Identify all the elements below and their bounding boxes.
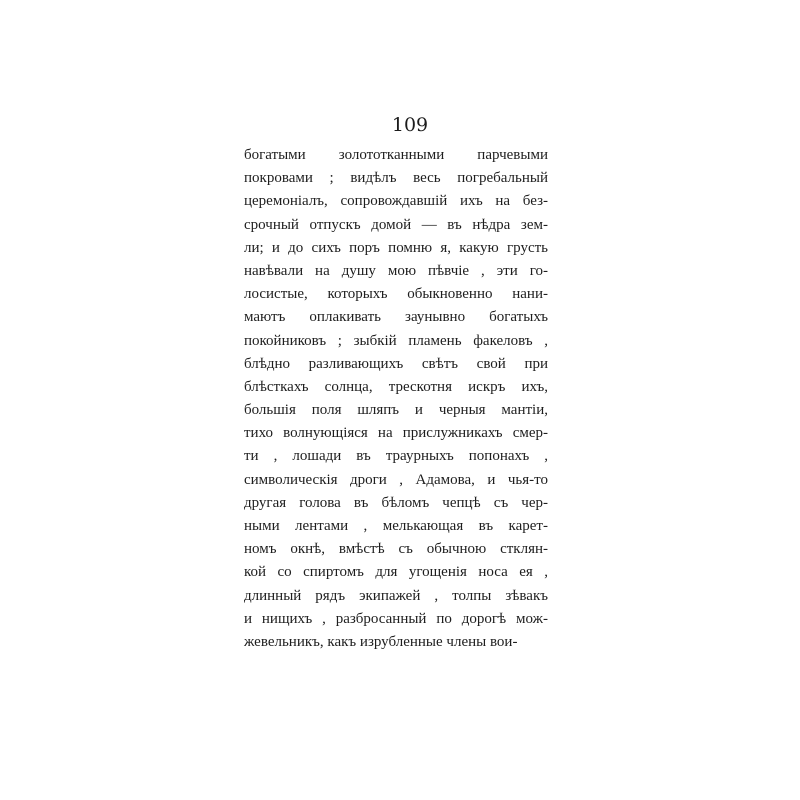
text-line: богатыми золототканными парчевыми xyxy=(244,147,548,163)
text-line: и нищихъ , разбросанный по дорогѣ мож- xyxy=(244,610,548,627)
text-line: ти , лошади въ траурныхъ попонахъ , xyxy=(244,448,548,465)
text-line: символическія дроги , Адамова, и чья-то xyxy=(244,471,548,488)
text-line: ли; и до сихъ поръ помню я, какую грусть xyxy=(244,239,548,256)
text-line: покойниковъ ; зыбкій пламень факеловъ , xyxy=(244,332,548,349)
text-line: срочный отпускъ домой — въ нѣдра зем- xyxy=(244,216,548,233)
text-line: тихо волнующіяся на прислужникахъ смер- xyxy=(244,425,548,442)
text-line: ными лентами , мелькающая въ карет- xyxy=(244,518,548,534)
text-line: лосистые, которыхъ обыкновенно нани- xyxy=(244,286,548,303)
text-line: блѣдно разливающихъ свѣтъ свой при xyxy=(244,355,548,372)
text-line: кой со спиртомъ для угощенія носа ея , xyxy=(244,564,548,581)
text-line: покровами ; видѣлъ весь погребальный xyxy=(244,170,548,187)
text-line: блѣсткахъ солнца, трескотня искръ ихъ, xyxy=(244,378,548,395)
text-line: маютъ оплакивать заунывно богатыхъ xyxy=(244,309,548,326)
text-line: навѣвали на душу мою пѣвчіе , эти го- xyxy=(244,262,548,279)
text-line: жевельникъ, какъ изрубленные члены вои- xyxy=(244,633,518,650)
page-number: 109 xyxy=(391,114,429,136)
text-line: длинный рядъ экипажей , толпы зѣвакъ xyxy=(244,587,548,604)
text-line: другая голова въ бѣломъ чепцѣ съ чер- xyxy=(244,494,548,511)
text-line: большія поля шляпъ и черныя мантіи, xyxy=(244,402,548,419)
text-line: церемоніалъ, сопровождавшій ихъ на без- xyxy=(244,193,548,210)
text-line: номъ окнѣ, вмѣстѣ съ обычною стклян- xyxy=(244,541,548,558)
body-text xyxy=(244,144,548,654)
